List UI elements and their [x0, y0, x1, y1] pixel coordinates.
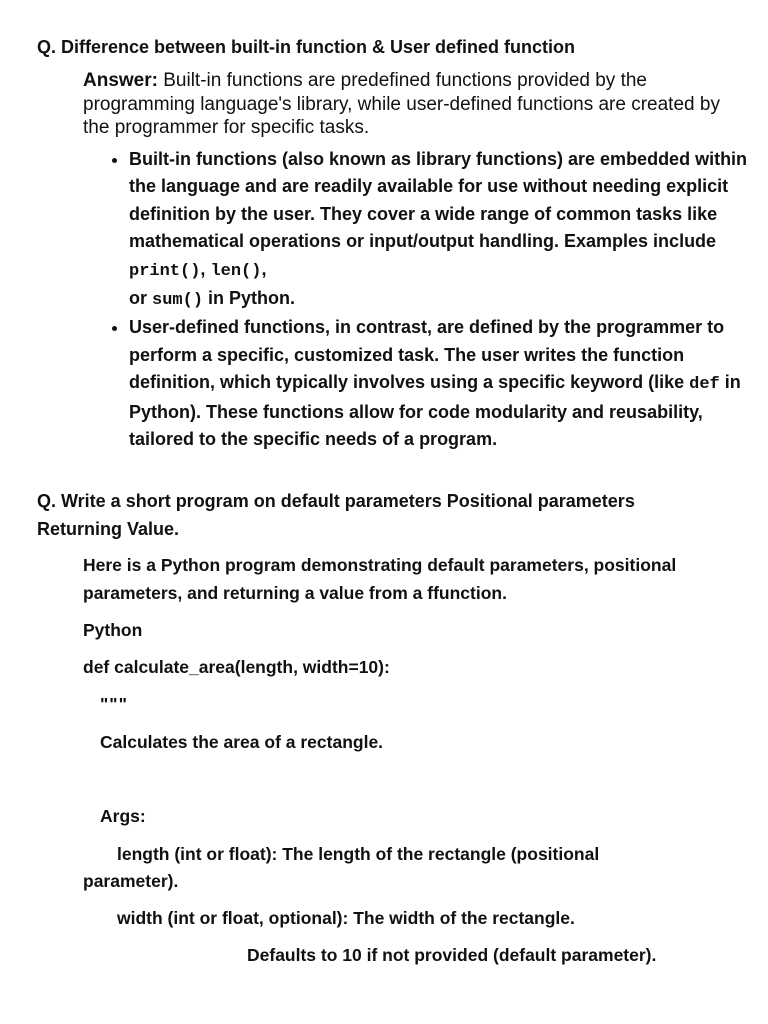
separator: ,	[200, 258, 211, 279]
code-def: def	[689, 375, 720, 395]
code-docstring-quotes: """	[100, 694, 128, 714]
separator: ,	[261, 258, 267, 279]
list-item-built-in	[129, 146, 767, 314]
program-intro: Here is a Python program demonstrating default parameters, positional parameters, and returning a value from a ffunction.	[83, 555, 677, 603]
question-1-heading: Q. Difference between built-in function & User defined function	[37, 37, 576, 57]
answer-label: Answer:	[83, 70, 158, 91]
answer-paragraph	[83, 69, 733, 140]
code-len: len()	[210, 261, 262, 281]
list-item-user-defined	[129, 314, 767, 453]
answer-text: Built-in functions are predefined functions provided by the programming language's library, while user-defined functions are created by the programmer for specific tasks.	[83, 70, 720, 138]
language-label: Python	[83, 620, 143, 640]
code-docstring-summary: Calculates the area of a rectangle.	[100, 732, 384, 752]
code-sum: sum()	[152, 291, 204, 311]
user-defined-text-end: in Python). These functions allow for code modularity and reusability, tailored to the specific needs of a program.	[129, 372, 741, 450]
built-in-text: Built-in functions (also known as library functions) are embedded within the language and are readily available for use without needing explicit definition by the user. They cover a wide range of common tasks like mathematical operations or input/output handling. Examples include	[129, 149, 748, 252]
user-defined-text: User-defined functions, in contrast, are defined by the programmer to perform a specific, customized task. The user writes the function definition, which typically involves using a specific keyword (like	[129, 317, 725, 393]
code-defaults-line: Defaults to 10 if not provided (default parameter).	[247, 945, 657, 965]
or-text: or	[129, 288, 153, 309]
code-print: print()	[129, 261, 201, 281]
code-width-line: width (int or float, optional): The width of the rectangle.	[117, 908, 575, 928]
code-args-label: Args:	[100, 806, 146, 826]
built-in-text-end: in Python.	[203, 288, 296, 309]
comparison-list	[100, 146, 767, 453]
code-length-line-cont: parameter).	[83, 871, 179, 891]
code-length-line: length (int or float): The length of the rectangle (positional	[117, 844, 600, 864]
question-2-heading: Q. Write a short program on default parameters Positional parameters Returning Value.	[37, 491, 635, 539]
code-def-line: def calculate_area(length, width=10):	[83, 657, 390, 677]
